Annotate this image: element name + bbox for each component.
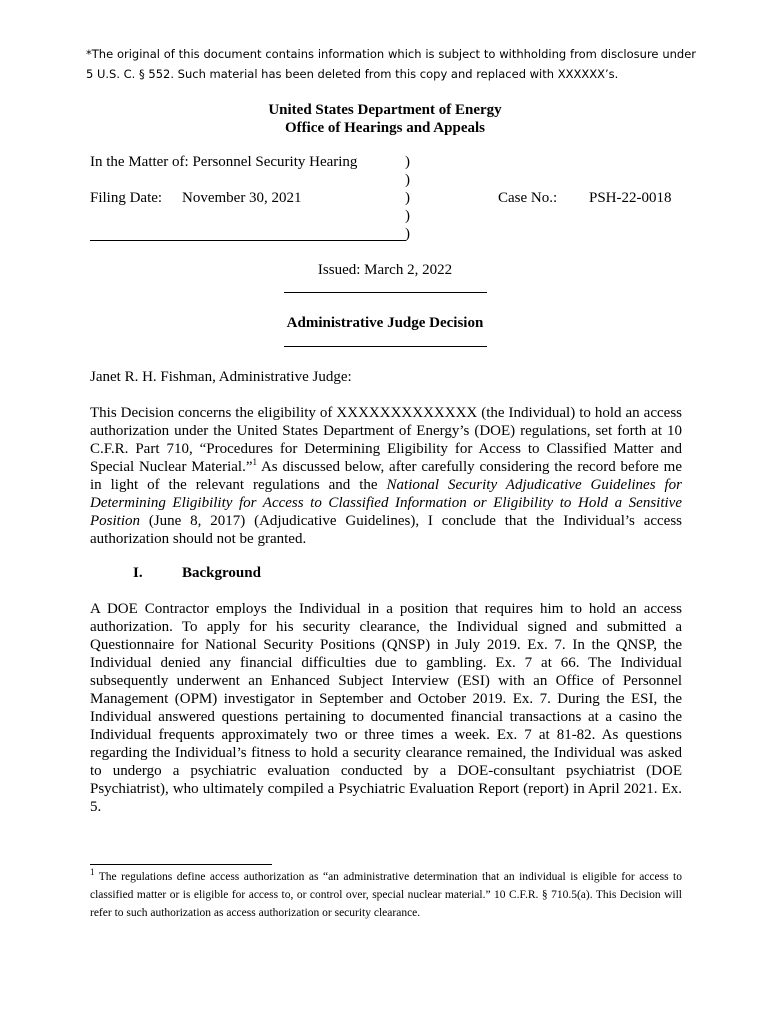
redaction-notice (86, 44, 696, 84)
issued-date: Issued: March 2, 2022 (317, 262, 453, 278)
title-rule-top (284, 292, 487, 293)
redaction-notice-text: *The original of this document contains information which is subject to withholding from disclosure under 5 U.S. C. § 552. Such material has been deleted from this copy and replaced with XXXXXX’s. (86, 47, 696, 81)
judge-line: Janet R. H. Fishman, Administrative Judge: (90, 369, 352, 385)
caption-paren: ) (405, 226, 410, 242)
caption-underline (90, 240, 406, 241)
filing-date-label: Filing Date: (90, 190, 163, 206)
footnote-reference[interactable]: 1 (252, 457, 257, 467)
intro-paragraph (90, 404, 682, 548)
caption-paren: ) (405, 208, 410, 224)
footnote-mark: 1 (90, 867, 95, 878)
matter-line: In the Matter of: Personnel Security Hearing (90, 154, 358, 170)
agency-heading: United States Department of Energy (268, 102, 502, 118)
intro-text-2: As discussed below, after carefully considering the record before me in light of the relevant regulations and the (90, 459, 682, 493)
decision-title: Administrative Judge Decision (286, 315, 484, 331)
case-number-value: PSH-22-0018 (589, 190, 672, 206)
footnote (90, 868, 682, 922)
caption-paren: ) (405, 154, 410, 170)
footnote-rule (90, 864, 272, 865)
case-number-label: Case No.: (498, 190, 558, 206)
intro-text-3: (June 8, 2017) (Adjudicative Guidelines), I conclude that the Individual’s access authorization should not be granted. (90, 513, 682, 547)
title-rule-bottom (284, 346, 487, 347)
filing-date-value: November 30, 2021 (182, 190, 302, 206)
background-paragraph: A DOE Contractor employs the Individual in a position that requires him to hold an access authorization. To apply for his security clearance, the Individual signed and submitted a Questionnaire for National Security Positions (QNSP) in July 2019. Ex. 7. In the QNSP, the Individual denied any financial difficulties due to gambling. Ex. 7 at 66. The Individual subsequently underwent an Enhanced Subject Interview (ESI) with an Office of Personnel Management (OPM) investigator in September and October 2019. Ex. 7. During the ESI, the Individual answered questions pertaining to documented financial transactions at a casino the Individual frequents approximately two or three times a week. Ex. 7 at 81-82. As questions regarding the Individual’s fitness to hold a security clearance remained, the Individual was asked to undergo a psychiatric evaluation conducted by a DOE-consultant psychiatrist (DOE Psychiatrist), who ultimately compiled a Psychiatric Evaluation Report (report) in April 2021. Ex. 5. (90, 601, 682, 815)
intro-text-1: This Decision concerns the eligibility of XXXXXXXXXXXXX (the Individual) to hold an access authorization under the United States Department of Energy’s (DOE) regulations, set forth at 10 C.F.R. Part 710, “Procedures for Determining Eligibility for Access to Classified Matter and Special Nuclear Material.” (90, 405, 682, 475)
footnote-text: The regulations define access authorization as “an administrative determination that an individual is eligible for access to classified matter or is eligible for access to, or control over, special nuclear material.” 10 C.F.R. § 710.5(a). This Decision will refer to such authorization as access authorization or security clearance. (90, 871, 682, 919)
office-heading: Office of Hearings and Appeals (284, 120, 485, 136)
caption-paren: ) (405, 172, 410, 188)
section-number: I. (133, 565, 143, 581)
section-title: Background (182, 565, 261, 581)
caption-paren: ) (405, 190, 410, 206)
intro-italic-title: National Security Adjudicative Guidelines for Determining Eligibility for Access to Classified Information or Eligibility to Hold a Sensitive Position (90, 477, 682, 529)
